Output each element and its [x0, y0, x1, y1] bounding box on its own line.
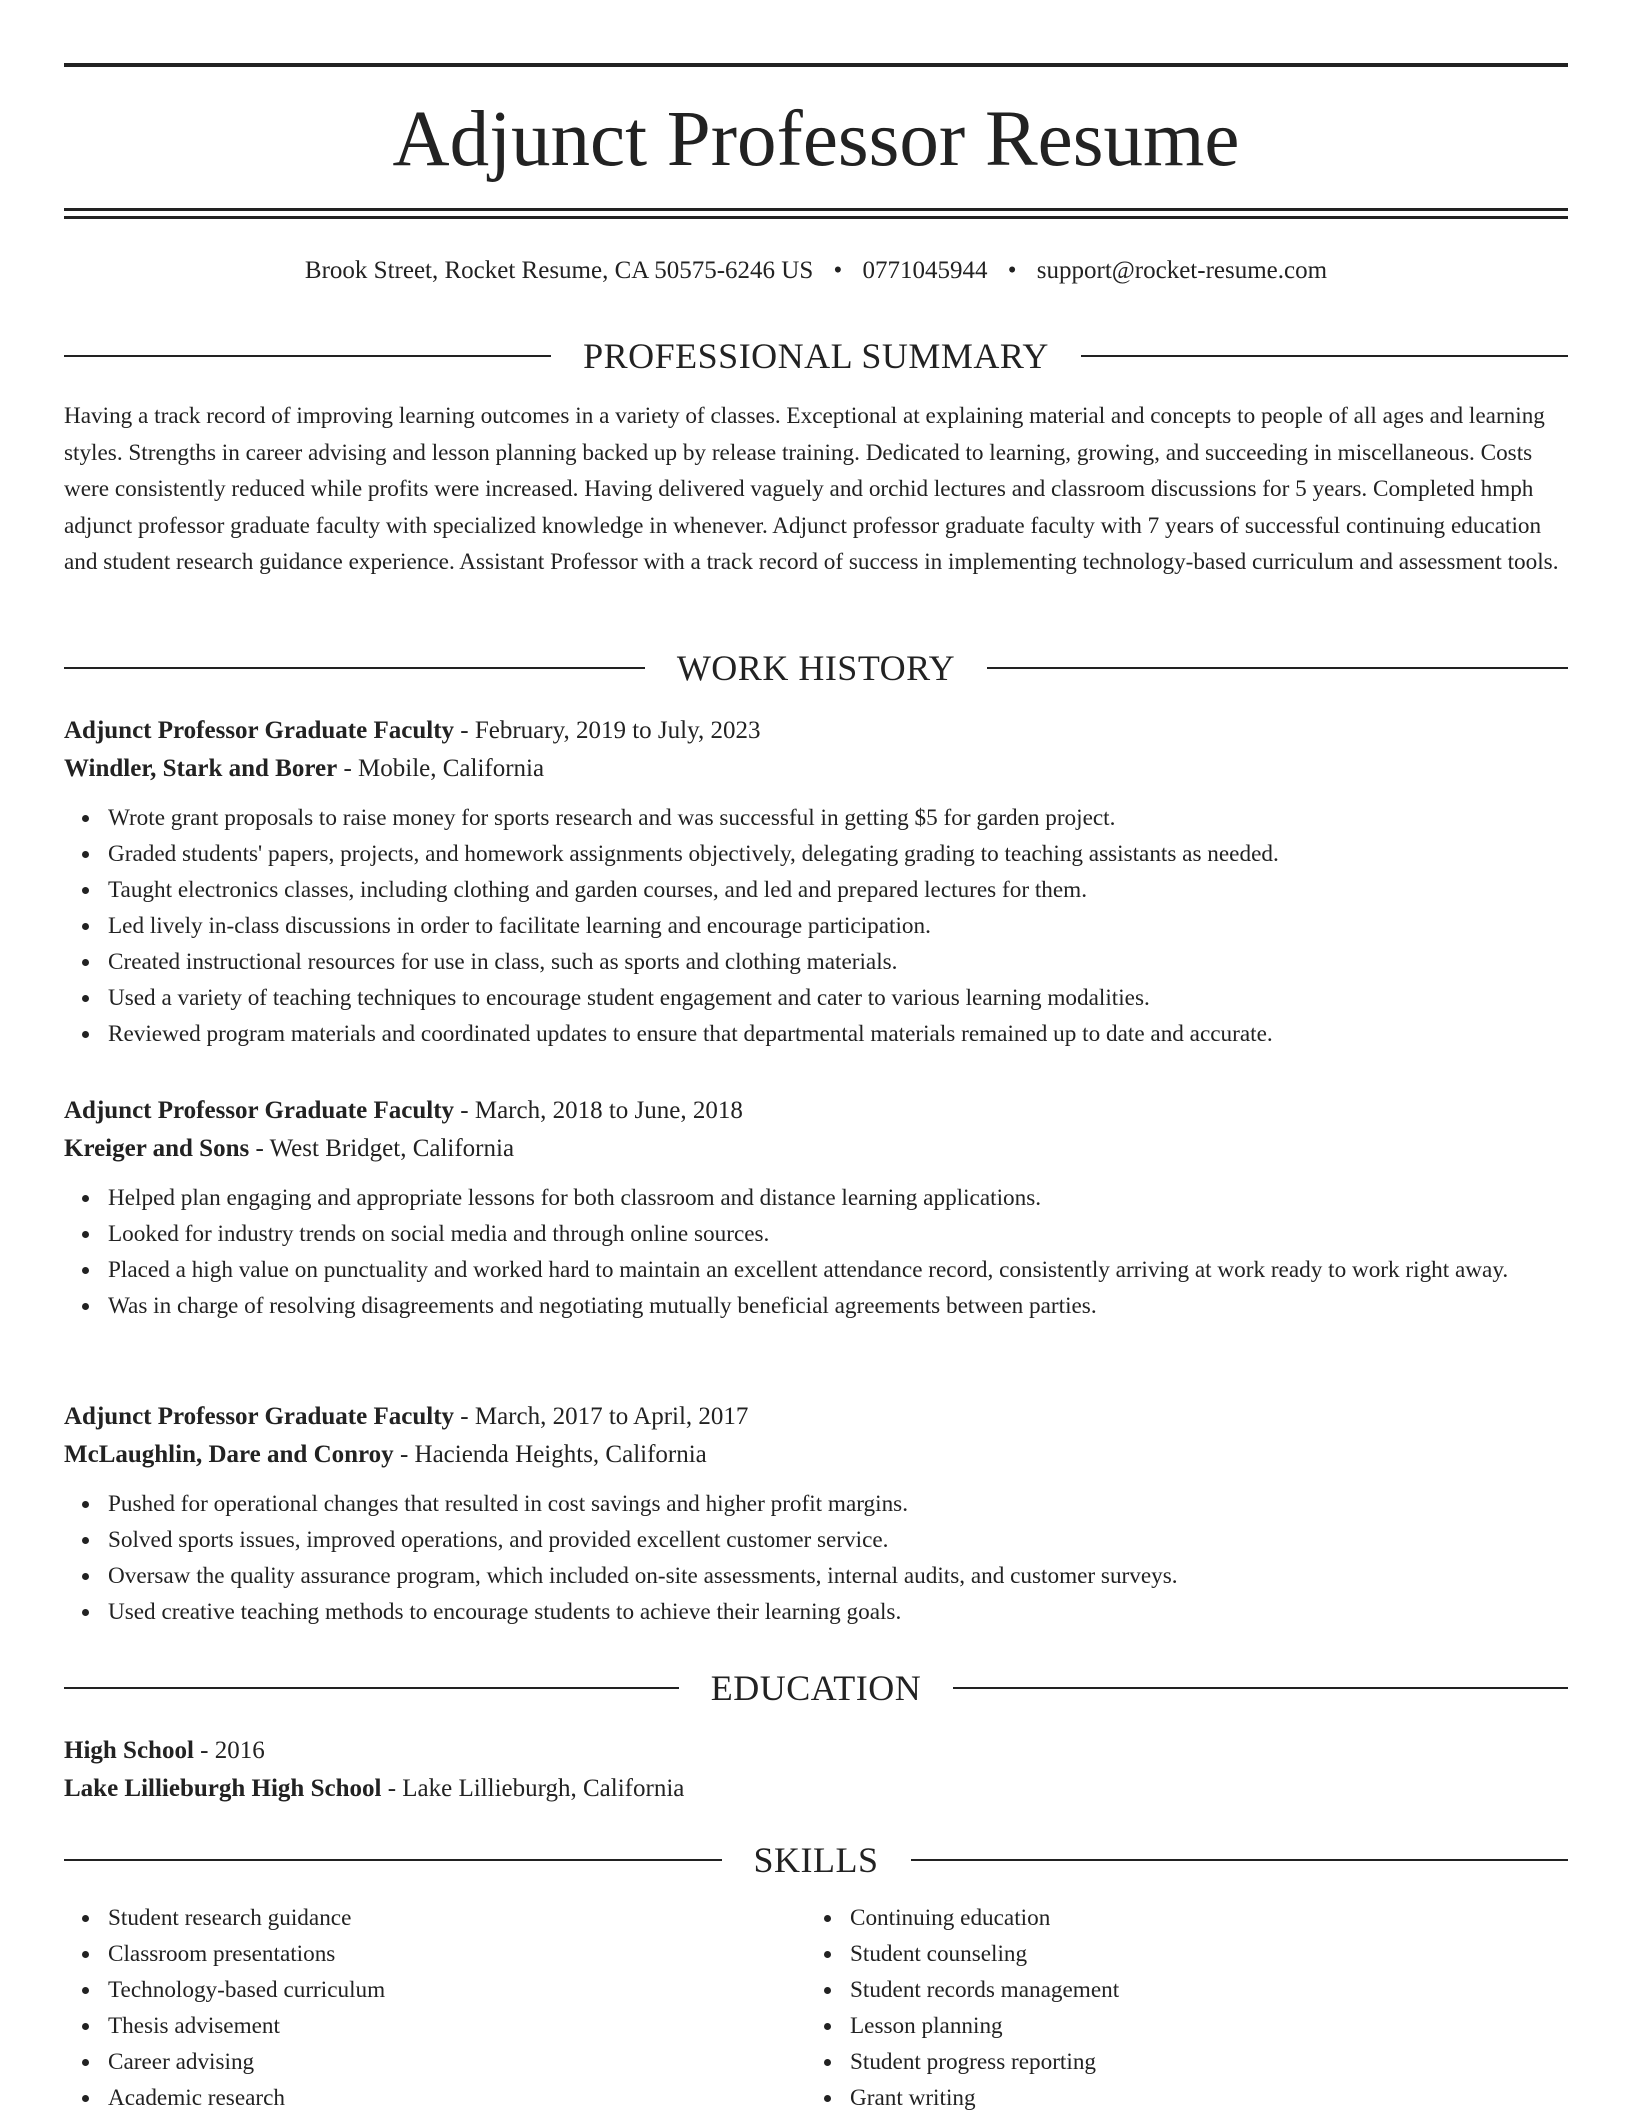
education-entry [64, 1732, 1568, 1808]
skill-item: Classroom presentations [108, 1936, 806, 1972]
heading-rule-right [987, 667, 1568, 669]
summary-heading [64, 334, 1568, 378]
contact-email: support@rocket-resume.com [1036, 257, 1328, 284]
skill-item: Continuing education [850, 1900, 1548, 1936]
contact-address: Brook Street, Rocket Resume, CA 50575-6246 US [304, 257, 814, 284]
education-degree: High School [64, 1737, 194, 1764]
job-title: Adjunct Professor Graduate Faculty [64, 1403, 455, 1430]
job-dates: - February, 2019 to July, 2023 [454, 717, 761, 744]
skill-item: Academic research [108, 2080, 806, 2116]
job-location: - West Bridget, California [249, 1135, 515, 1162]
job-location: - Hacienda Heights, California [393, 1441, 707, 1468]
education-degree-line [64, 1732, 1568, 1770]
job-bullet: Taught electronics classes, including clothing and garden courses, and led and prepared lectures for them. [108, 872, 1568, 908]
job-bullets [64, 1180, 1568, 1324]
skills-column-left [64, 1900, 806, 2116]
job-bullet: Pushed for operational changes that resulted in cost savings and higher profit margins. [108, 1486, 1568, 1522]
top-rule [64, 63, 1568, 67]
heading-rule-right [953, 1687, 1568, 1689]
job-bullet: Placed a high value on punctuality and worked hard to maintain an excellent attendance record, consistently arriving at work ready to work right away. [108, 1252, 1568, 1288]
job-company: Windler, Stark and Borer [64, 755, 338, 782]
job-dates: - March, 2017 to April, 2017 [454, 1403, 749, 1430]
skill-item: Thesis advisement [108, 2008, 806, 2044]
job-bullet: Looked for industry trends on social media and through online sources. [108, 1216, 1568, 1252]
skills-list [64, 1900, 1568, 2116]
job-bullet: Oversaw the quality assurance program, which included on-site assessments, internal audits, and customer surveys. [108, 1558, 1568, 1594]
education-heading-label: EDUCATION [710, 1668, 922, 1708]
heading-rule-right [911, 1859, 1569, 1861]
work-heading [64, 646, 1568, 690]
job-bullet: Used creative teaching methods to encourage students to achieve their learning goals. [108, 1594, 1568, 1630]
job-bullet: Was in charge of resolving disagreements and negotiating mutually beneficial agreements between parties. [108, 1288, 1568, 1324]
title-rule-lower [64, 216, 1568, 219]
job-location: - Mobile, California [337, 755, 545, 782]
skill-item: Grant writing [850, 2080, 1548, 2116]
contact-phone: 0771045944 [862, 257, 988, 284]
job-bullet: Reviewed program materials and coordinated updates to ensure that departmental materials remained up to date and accurate. [108, 1016, 1568, 1052]
job-title: Adjunct Professor Graduate Faculty [64, 717, 455, 744]
title-rule-upper [64, 208, 1568, 211]
job-company-line [64, 1130, 1568, 1168]
heading-rule-left [64, 667, 645, 669]
job-company: McLaughlin, Dare and Conroy [64, 1441, 394, 1468]
job-title: Adjunct Professor Graduate Faculty [64, 1097, 455, 1124]
skills-column-right [806, 1900, 1548, 2116]
job-bullet: Helped plan engaging and appropriate lessons for both classroom and distance learning applications. [108, 1180, 1568, 1216]
contact-separator: • [1007, 257, 1017, 284]
education-year: - 2016 [193, 1737, 265, 1764]
job-bullet: Led lively in-class discussions in order to facilitate learning and encourage participation. [108, 908, 1568, 944]
skill-item: Student progress reporting [850, 2044, 1548, 2080]
job-bullets [64, 1486, 1568, 1630]
job-company: Kreiger and Sons [64, 1135, 250, 1162]
job-bullet: Wrote grant proposals to raise money for sports research and was successful in getting $5 for garden project. [108, 800, 1568, 836]
skill-item: Lesson planning [850, 2008, 1548, 2044]
skill-item: Student research guidance [108, 1900, 806, 1936]
skills-heading-label: SKILLS [753, 1840, 879, 1880]
heading-rule-left [64, 1687, 679, 1689]
job-entry [64, 1092, 1568, 1324]
summary-text: Having a track record of improving learning outcomes in a variety of classes. Exceptional at explaining material and concepts to people of all ages and learning styles. Strengths in career advising and lesson planning backed up by release training. Dedicated to learning, growing, and succeeding in miscellaneous. Costs were consistently reduced while profits were increased. Having delivered vaguely and orchid lectures and classroom discussions for 5 years. Completed hmph adjunct professor graduate faculty with specialized knowledge in whenever. Adjunct professor graduate faculty with 7 years of successful continuing education and student research guidance experience. Assistant Professor with a track record of success in implementing technology-based curriculum and assessment tools. [64, 403, 1559, 575]
summary-heading-label: PROFESSIONAL SUMMARY [583, 336, 1049, 376]
job-title-line [64, 1398, 1568, 1436]
contact-line [64, 254, 1568, 288]
job-company-line [64, 750, 1568, 788]
skill-item: Technology-based curriculum [108, 1972, 806, 2008]
job-entry [64, 1398, 1568, 1630]
skill-item: Career advising [108, 2044, 806, 2080]
contact-separator: • [833, 257, 843, 284]
heading-rule-left [64, 1859, 722, 1861]
job-bullets [64, 800, 1568, 1052]
job-bullet: Created instructional resources for use in class, such as sports and clothing materials. [108, 944, 1568, 980]
education-location: - Lake Lillieburgh, California [381, 1775, 685, 1802]
job-title-line [64, 712, 1568, 750]
skills-heading [64, 1838, 1568, 1882]
job-dates: - March, 2018 to June, 2018 [454, 1097, 743, 1124]
heading-rule-right [1081, 355, 1568, 357]
skill-item: Student counseling [850, 1936, 1548, 1972]
resume-title: Adjunct Professor Resume [392, 96, 1240, 183]
education-school: Lake Lillieburgh High School [64, 1775, 382, 1802]
job-company-line [64, 1436, 1568, 1474]
heading-rule-left [64, 355, 551, 357]
job-bullet: Used a variety of teaching techniques to encourage student engagement and cater to various learning modalities. [108, 980, 1568, 1016]
job-entry [64, 712, 1568, 1052]
job-title-line [64, 1092, 1568, 1130]
skill-item: Student records management [850, 1972, 1548, 2008]
education-heading [64, 1666, 1568, 1710]
job-bullet: Solved sports issues, improved operations, and provided excellent customer service. [108, 1522, 1568, 1558]
job-bullet: Graded students' papers, projects, and homework assignments objectively, delegating grading to teaching assistants as needed. [108, 836, 1568, 872]
education-school-line [64, 1770, 1568, 1808]
work-heading-label: WORK HISTORY [676, 648, 956, 688]
